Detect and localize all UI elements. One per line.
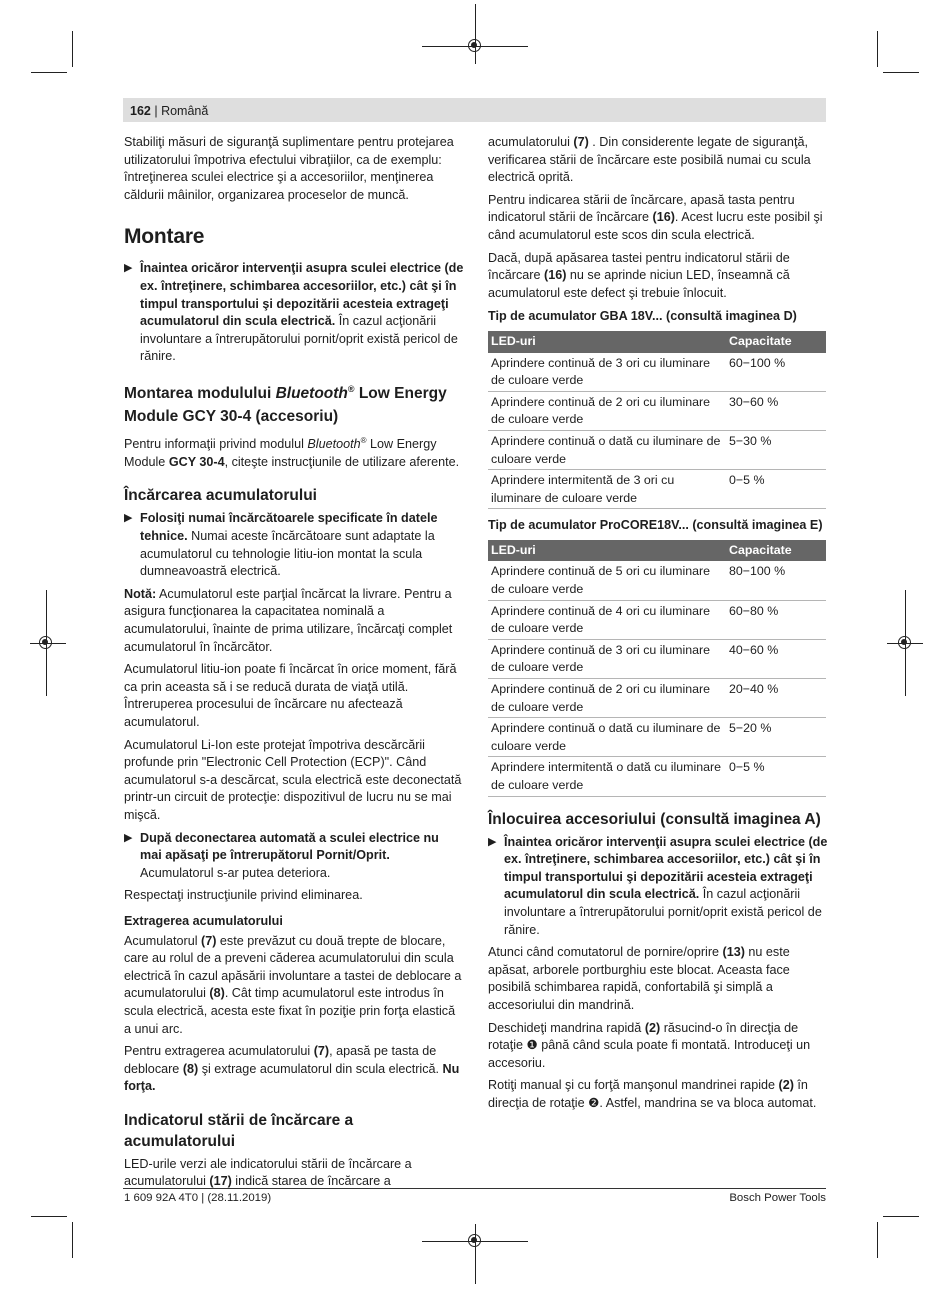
module-paragraph <box>124 432 464 471</box>
table-row <box>488 639 826 678</box>
table-row <box>488 470 826 509</box>
text-part: Acumulatorul <box>124 933 201 948</box>
led-table-procore <box>488 540 826 797</box>
page-number: 162 <box>130 104 151 118</box>
table-row <box>488 679 826 718</box>
table-cell: Aprindere continuă de 2 ori cu iluminare de culoare verde <box>488 679 726 718</box>
table-header-row <box>488 331 826 353</box>
table-cell: 0−5 % <box>726 470 826 509</box>
table-cell: Aprindere intermitentă de 3 ori cu iluminare de culoare verde <box>488 470 726 509</box>
reference-number: (2) <box>644 1020 661 1035</box>
module-text-part: , citeşte instrucţiunile de utilizare aferente. <box>224 454 460 469</box>
left-column <box>124 134 464 1196</box>
table-cell: 5−20 % <box>726 718 826 757</box>
crop-mark <box>883 1216 919 1217</box>
table-title-gba: Tip de acumulator GBA 18V... (consultă imaginea D) <box>488 309 797 324</box>
column-header: LED-uri <box>488 331 726 353</box>
reference-number: (17) <box>209 1174 232 1189</box>
table-cell: Aprindere continuă o dată cu iluminare de culoare verde <box>488 430 726 469</box>
registration-mark-line <box>475 1224 476 1284</box>
table-row <box>488 430 826 469</box>
crop-mark <box>72 1222 73 1258</box>
table-cell: Aprindere continuă de 3 ori cu iluminare de culoare verde <box>488 353 726 392</box>
table-cell: 60−100 % <box>726 353 826 392</box>
crop-mark <box>72 31 73 67</box>
table-row <box>488 600 826 639</box>
text-part: Rotiţi manual şi cu forţă manşonul mandrinei rapide <box>488 1078 779 1093</box>
table-cell: 5−30 % <box>726 430 826 469</box>
warning-text: În cazul acţionării involuntare a întrerupătorului pornit/oprit există pericol de rănire. <box>140 314 458 364</box>
warning-text: În cazul acţionării involuntare a întrerupătorului pornit/oprit există pericol de rănire. <box>504 887 822 937</box>
note-text: Acumulatorul este parţial încărcat la livrare. Pentru a asigura funcţionarea la capacitatea nominală a acumulatorului, înainte de prima utilizare, încărcaţi complet acumulatorul în încărcător. <box>124 586 453 654</box>
right-column <box>488 134 828 1118</box>
text-part: Dacă, după apăsarea tastei pentru indicatorul stării de încărcare <box>488 250 790 283</box>
table-row <box>488 561 826 600</box>
section-title-module <box>124 378 464 428</box>
arrow-right-icon: ▶ <box>124 262 133 275</box>
warning-bold: Înaintea oricăror intervenţii asupra sculei electrice (de ex. întreţinere, schimbarea accesoriilor, etc.) cât şi în timpul transportului şi depozitării acesteia extrageţi acumulatorul din scula electrică. <box>504 834 828 902</box>
header-bar <box>123 98 826 122</box>
table-row <box>488 391 826 430</box>
registered-mark: ® <box>347 383 355 394</box>
no-led-paragraph <box>488 250 828 303</box>
extract-paragraph <box>124 1043 464 1096</box>
arrow-right-icon: ▶ <box>124 512 133 525</box>
text-part: . Acest lucru este posibil şi când acumulatorul este scos din scula electrică. <box>488 210 823 242</box>
table-cell: 0−5 % <box>726 757 826 796</box>
table-cell: 60−80 % <box>726 600 826 639</box>
text-part: . Din considerente legate de siguranţă, verificarea stării de încărcare este posibilă numai cu scula electrică oprită. <box>488 135 811 185</box>
text-part: nu este apăsat, arborele portburghiu este blocat. Aceasta face posibilă schimbarea rapidă, confortabilă şi simplă a accesoriului din mandrină. <box>488 945 790 1012</box>
section-title-montare: Montare <box>124 225 205 249</box>
module-text-part: Low Energy Module <box>124 437 437 469</box>
crop-mark <box>31 1216 67 1217</box>
registration-mark-icon <box>468 1234 481 1247</box>
table-cell: 40−60 % <box>726 639 826 678</box>
text-part: nu se aprinde niciun LED, înseamnă că acumulatorul este defect şi trebuie înlocuit. <box>488 268 790 300</box>
registration-mark-icon <box>39 636 52 649</box>
disposal-paragraph: Respectaţi instrucţiunile privind eliminarea. <box>124 888 363 903</box>
crop-mark <box>877 31 878 67</box>
module-title-part: Montarea modulului <box>124 385 276 403</box>
footer-divider <box>123 1188 826 1189</box>
reference-number: (16) <box>544 268 567 283</box>
text-part: Deschideţi mandrina rapidă <box>488 1020 645 1035</box>
table-cell: Aprindere intermitentă o dată cu iluminare de culoare verde <box>488 757 726 796</box>
reference-number: (13) <box>722 945 745 960</box>
ecp-paragraph: Acumulatorul Li-Ion este protejat împotriva descărcării profunde prin "Electronic Cell Protection (ECP)". Când acumulatorul s-a descărcat, scula electrică este deconectată printr-un circuit de protecţie: dispozitivul de lucru nu se mai mişcă. <box>124 737 462 822</box>
subsection-title-removal: Extragerea acumulatorului <box>124 913 283 928</box>
text-part: răsucind-o în direcţia de rotaţie ❶ până când scula poate fi montată. Introduceţi un accesoriu. <box>488 1020 811 1070</box>
module-model: GCY 30-4 <box>168 454 225 469</box>
page-header: 162 | Română <box>130 104 209 118</box>
warning-bold: Înaintea oricăror intervenţii asupra sculei electrice (de ex. întreţinere, schimbarea accesoriilor, etc.) cât şi în timpul transportului şi depozitării acesteia extrageţi acumulatorul din scula electrică. <box>140 261 464 329</box>
crop-mark <box>31 72 67 73</box>
warning-bold: Nu forţa. <box>124 1061 460 1094</box>
note-label: Notă: <box>124 586 157 601</box>
indicator-paragraph <box>124 1156 464 1191</box>
warning-text: Acumulatorul s-ar putea deteriora. <box>140 865 331 880</box>
led-table-gba <box>488 331 826 509</box>
table-cell: Aprindere continuă o dată cu iluminare de culoare verde <box>488 718 726 757</box>
registered-mark: ® <box>360 436 367 446</box>
registration-mark-icon <box>468 39 481 52</box>
liion-paragraph: Acumulatorul litiu-ion poate fi încărcat în orice moment, fără ca prin aceasta să i se reducă durata de viaţă utilă. Întreruperea procesului de încărcare nu afectează acumulatorul. <box>124 662 457 729</box>
registration-mark-icon <box>898 636 911 649</box>
reference-number: (8) <box>182 1061 199 1076</box>
reference-number: (2) <box>778 1078 794 1093</box>
module-title-bluetooth: Bluetooth <box>275 385 348 403</box>
text-part: indică starea de încărcare a <box>231 1174 391 1189</box>
text-part: este prevăzut cu două trepte de blocare, care au rolul de a preveni căderea acumulatorului din scula electrică în cazul apăsării involuntare a tastei de deblocare a acumulatorului <box>124 933 462 1001</box>
table-cell: 30−60 % <box>726 391 826 430</box>
table-cell: 80−100 % <box>726 561 826 600</box>
text-part: Atunci când comutatorul de pornire/oprire <box>488 945 723 960</box>
open-chuck-paragraph <box>488 1020 828 1073</box>
rotate-chuck-paragraph <box>488 1077 828 1112</box>
text-part: acumulatorului <box>488 135 574 149</box>
text-part: , apasă pe tasta de deblocare <box>124 1044 437 1076</box>
section-title-indicator: Indicatorul stării de încărcare a acumulatorului <box>124 1111 354 1150</box>
table-row <box>488 353 826 392</box>
column-header: Capacitate <box>726 540 826 562</box>
table-row <box>488 757 826 796</box>
warning-bold: După deconectarea automată a sculei electrice nu mai apăsaţi pe întrerupătorul Pornit/Oprit. <box>140 830 439 863</box>
table-cell: Aprindere continuă de 3 ori cu iluminare de culoare verde <box>488 639 726 678</box>
arrow-right-icon: ▶ <box>124 831 133 844</box>
warning-text: Numai aceste încărcătoare sunt adaptate la acumulatorul cu tehnologie litiu-ion montat la scula dumneavoastră electrică. <box>140 529 435 579</box>
registration-mark-line <box>475 4 476 64</box>
crop-mark <box>877 1222 878 1258</box>
brand-name: Bosch Power Tools <box>729 1192 826 1204</box>
warning-bullet <box>124 260 464 366</box>
module-text-part: Pentru informaţii privind modulul <box>124 437 308 452</box>
section-title-charging: Încărcarea acumulatorului <box>124 487 317 505</box>
switch-paragraph <box>488 944 828 1014</box>
reference-number: (8) <box>209 986 225 1001</box>
table-cell: Aprindere continuă de 4 ori cu iluminare de culoare verde <box>488 600 726 639</box>
reference-number: (7) <box>201 933 217 948</box>
text-part: Pentru extragerea acumulatorului <box>124 1044 314 1059</box>
column-header: LED-uri <box>488 540 726 562</box>
reference-number: (7) <box>313 1044 330 1059</box>
crop-mark <box>883 72 919 73</box>
table-row <box>488 718 826 757</box>
arrow-right-icon: ▶ <box>488 835 497 848</box>
reference-number: (16) <box>652 210 675 225</box>
table-cell: 20−40 % <box>726 679 826 718</box>
section-title-replace: Înlocuirea accesoriului (consultă imaginea A) <box>488 810 821 828</box>
indicator-continued-paragraph <box>488 134 828 187</box>
table-header-row <box>488 540 826 562</box>
removal-paragraph <box>124 933 464 1039</box>
text-part: Pentru indicarea stării de încărcare, apasă tasta pentru indicatorul stării de încărcare <box>488 192 795 225</box>
note-paragraph <box>124 586 464 656</box>
module-title-part: Low Energy Module GCY 30-4 (accesoriu) <box>124 385 447 426</box>
module-text-bluetooth: Bluetooth <box>307 437 361 452</box>
text-part: LED-urile verzi ale indicatorului stării de încărcare a acumulatorului <box>124 1156 412 1189</box>
table-cell: Aprindere continuă de 2 ori cu iluminare de culoare verde <box>488 391 726 430</box>
vibration-paragraph: Stabiliţi măsuri de siguranţă suplimentare pentru protejarea utilizatorului împotriva efectului vibraţiilor, ca de exemplu: întreţinerea sculei electrice şi a accesoriilor, menţinerea căldurii mâinilor, organizarea proceselor de muncă. <box>124 135 454 202</box>
press-paragraph <box>488 192 828 245</box>
table-cell: Aprindere continuă de 5 ori cu iluminare de culoare verde <box>488 561 726 600</box>
document-code: 1 609 92A 4T0 | (28.11.2019) <box>124 1192 272 1204</box>
text-part: . Cât timp acumulatorul este introdus în scula electrică, acesta este fixat în poziţie prin forţa elastică a unui arc. <box>124 986 456 1036</box>
reference-number: (7) <box>573 135 589 149</box>
warning-bullet <box>124 510 464 580</box>
page-language: Română <box>161 104 209 118</box>
text-part: în direcţia de rotaţie ❷. Astfel, mandrina se va bloca automat. <box>488 1078 817 1110</box>
warning-bullet <box>124 830 464 883</box>
table-title-procore: Tip de acumulator ProCORE18V... (consultă imaginea E) <box>488 518 823 533</box>
text-part: şi extrage acumulatorul din scula electrică. <box>198 1061 443 1076</box>
column-header: Capacitate <box>726 331 826 353</box>
warning-bullet <box>488 834 828 940</box>
warning-bold: Folosiţi numai încărcătoarele specificate în datele tehnice. <box>140 511 438 544</box>
